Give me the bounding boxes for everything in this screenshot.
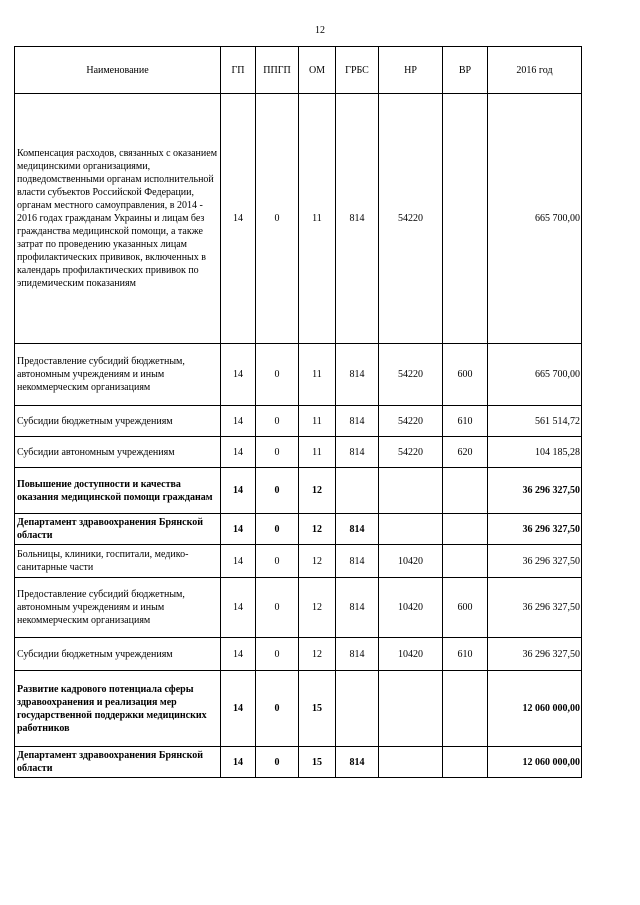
row-gp: 14 xyxy=(221,94,256,344)
row-name: Предоставление субсидий бюджетным, автономным учреждениям и иным некоммерческим организациям xyxy=(15,344,221,406)
header-year-2016: 2016 год xyxy=(488,47,582,94)
row-ppgp: 0 xyxy=(256,344,299,406)
row-nr xyxy=(379,747,443,778)
row-ppgp: 0 xyxy=(256,578,299,638)
row-name: Департамент здравоохранения Брянской области xyxy=(15,747,221,778)
header-nr: НР xyxy=(379,47,443,94)
row-om: 12 xyxy=(299,514,336,545)
page-number: 12 xyxy=(315,25,325,36)
row-om: 12 xyxy=(299,468,336,514)
table-row xyxy=(15,578,582,638)
row-name: Департамент здравоохранения Брянской области xyxy=(15,514,221,545)
row-grbs: 814 xyxy=(336,437,379,468)
row-om: 12 xyxy=(299,638,336,671)
row-grbs: 814 xyxy=(336,638,379,671)
table-header-row xyxy=(15,47,582,94)
row-gp: 14 xyxy=(221,406,256,437)
row-vr: 610 xyxy=(443,406,488,437)
row-gp: 14 xyxy=(221,671,256,747)
row-gp: 14 xyxy=(221,578,256,638)
row-grbs: 814 xyxy=(336,545,379,578)
row-name: Субсидии бюджетным учреждениям xyxy=(15,638,221,671)
row-nr: 10420 xyxy=(379,638,443,671)
row-nr xyxy=(379,514,443,545)
row-nr: 54220 xyxy=(379,94,443,344)
row-om: 11 xyxy=(299,437,336,468)
row-name: Повышение доступности и качества оказания медицинской помощи гражданам xyxy=(15,468,221,514)
row-name: Больницы, клиники, госпитали, медико-санитарные части xyxy=(15,545,221,578)
row-vr: 620 xyxy=(443,437,488,468)
row-ppgp: 0 xyxy=(256,406,299,437)
row-name: Развитие кадрового потенциала сферы здравоохранения и реализация мер государственной поддержки медицинских работников xyxy=(15,671,221,747)
header-grbs: ГРБС xyxy=(336,47,379,94)
row-ppgp: 0 xyxy=(256,638,299,671)
row-ppgp: 0 xyxy=(256,94,299,344)
table-row xyxy=(15,638,582,671)
row-gp: 14 xyxy=(221,437,256,468)
row-amount: 665 700,00 xyxy=(488,344,582,406)
header-om: ОМ xyxy=(299,47,336,94)
header-name: Наименование xyxy=(15,47,221,94)
row-nr xyxy=(379,671,443,747)
table-row xyxy=(15,514,582,545)
row-vr xyxy=(443,747,488,778)
row-amount: 36 296 327,50 xyxy=(488,514,582,545)
row-om: 11 xyxy=(299,94,336,344)
header-gp: ГП xyxy=(221,47,256,94)
row-om: 11 xyxy=(299,344,336,406)
row-ppgp: 0 xyxy=(256,671,299,747)
budget-table xyxy=(14,46,582,778)
row-vr xyxy=(443,94,488,344)
row-nr: 10420 xyxy=(379,545,443,578)
row-gp: 14 xyxy=(221,468,256,514)
row-grbs xyxy=(336,468,379,514)
row-gp: 14 xyxy=(221,514,256,545)
row-nr: 10420 xyxy=(379,578,443,638)
row-gp: 14 xyxy=(221,545,256,578)
table-row xyxy=(15,344,582,406)
row-vr xyxy=(443,545,488,578)
row-vr: 600 xyxy=(443,344,488,406)
row-amount: 36 296 327,50 xyxy=(488,578,582,638)
row-vr xyxy=(443,671,488,747)
row-om: 11 xyxy=(299,406,336,437)
row-ppgp: 0 xyxy=(256,514,299,545)
row-grbs: 814 xyxy=(336,578,379,638)
row-amount: 665 700,00 xyxy=(488,94,582,344)
row-om: 15 xyxy=(299,747,336,778)
row-gp: 14 xyxy=(221,344,256,406)
table-row xyxy=(15,468,582,514)
table-row xyxy=(15,747,582,778)
row-gp: 14 xyxy=(221,638,256,671)
row-grbs: 814 xyxy=(336,514,379,545)
row-vr xyxy=(443,468,488,514)
row-ppgp: 0 xyxy=(256,437,299,468)
row-ppgp: 0 xyxy=(256,747,299,778)
row-amount: 36 296 327,50 xyxy=(488,545,582,578)
row-vr: 600 xyxy=(443,578,488,638)
table-row xyxy=(15,437,582,468)
row-nr: 54220 xyxy=(379,344,443,406)
row-nr: 54220 xyxy=(379,406,443,437)
row-grbs xyxy=(336,671,379,747)
row-amount: 36 296 327,50 xyxy=(488,468,582,514)
row-nr xyxy=(379,468,443,514)
row-grbs: 814 xyxy=(336,406,379,437)
row-amount: 104 185,28 xyxy=(488,437,582,468)
row-grbs: 814 xyxy=(336,747,379,778)
row-ppgp: 0 xyxy=(256,545,299,578)
row-om: 12 xyxy=(299,545,336,578)
header-vr: ВР xyxy=(443,47,488,94)
row-vr xyxy=(443,514,488,545)
row-name: Компенсация расходов, связанных с оказанием медицинскими организациями, подведомственными органам исполнительной власти субъектов Российской Федерации, органам местного самоуправления, в 2014 - 2016 годах гражданам Украины и лицам без гражданства медицинской помощи, а также затрат по проведению указанных лицам профилактических прививок, включенных в календарь профилактических прививок по эпидемическим показаниям xyxy=(15,94,221,344)
row-amount: 12 060 000,00 xyxy=(488,747,582,778)
header-ppgp: ППГП xyxy=(256,47,299,94)
table-row xyxy=(15,406,582,437)
row-ppgp: 0 xyxy=(256,468,299,514)
row-gp: 14 xyxy=(221,747,256,778)
row-nr: 54220 xyxy=(379,437,443,468)
row-grbs: 814 xyxy=(336,94,379,344)
table-row xyxy=(15,671,582,747)
row-vr: 610 xyxy=(443,638,488,671)
row-amount: 12 060 000,00 xyxy=(488,671,582,747)
row-name: Субсидии бюджетным учреждениям xyxy=(15,406,221,437)
table-row xyxy=(15,94,582,344)
row-amount: 561 514,72 xyxy=(488,406,582,437)
row-name: Предоставление субсидий бюджетным, автономным учреждениям и иным некоммерческим организациям xyxy=(15,578,221,638)
row-om: 15 xyxy=(299,671,336,747)
row-amount: 36 296 327,50 xyxy=(488,638,582,671)
row-om: 12 xyxy=(299,578,336,638)
table-row xyxy=(15,545,582,578)
row-name: Субсидии автономным учреждениям xyxy=(15,437,221,468)
row-grbs: 814 xyxy=(336,344,379,406)
